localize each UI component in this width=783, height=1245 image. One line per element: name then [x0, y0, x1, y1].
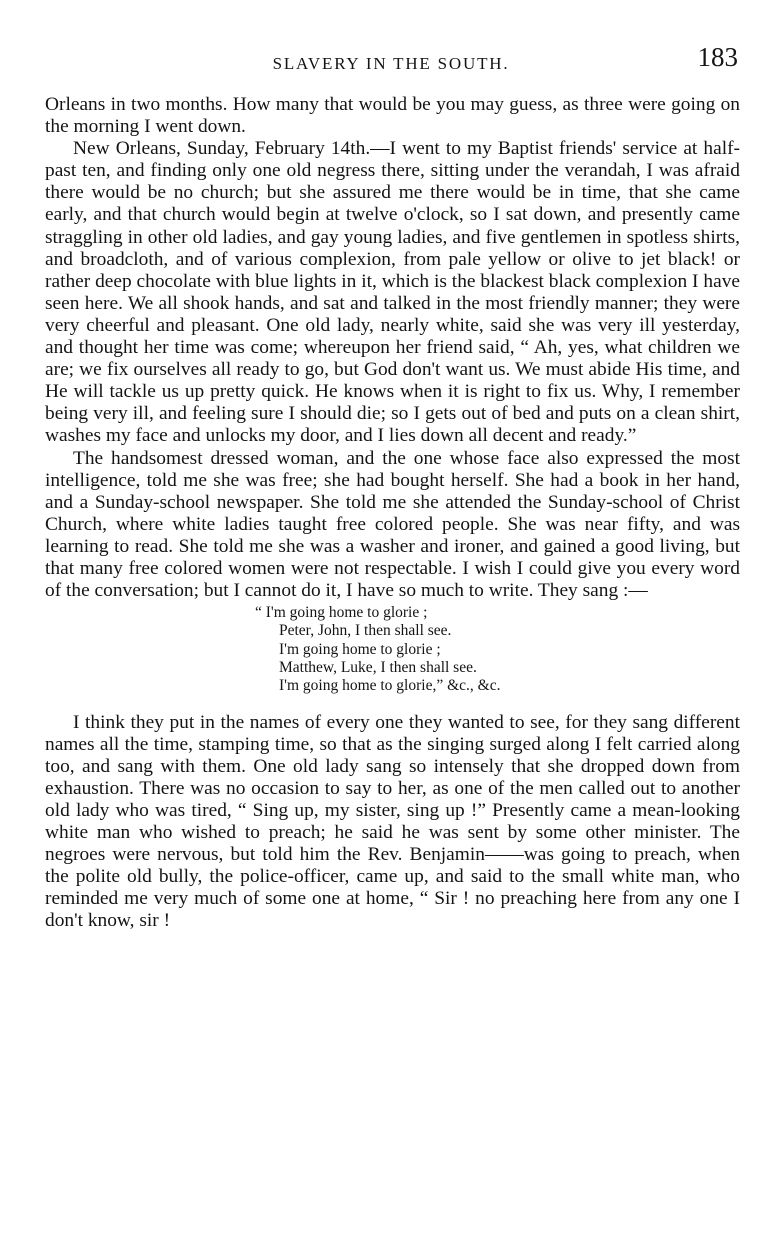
page-header — [44, 42, 738, 82]
verse-line: I'm going home to glorie,” &c., &c. — [279, 677, 501, 695]
verse-line: Peter, John, I then shall see. — [279, 622, 452, 640]
running-head: SLAVERY IN THE SOUTH. — [272, 54, 510, 73]
hymn-verse — [255, 604, 740, 695]
verse-line: “ I'm going home to glorie ; — [255, 604, 428, 622]
paragraph-free-woman: The handsomest dressed woman, and the one whose face also expressed the most intelligence, told me she was free; she had bought herself. She had a book in her hand, and a Sunday-school newspaper. She told me she attended the Sunday-school of Christ Church, where white ladies taught free colored people. She was near fifty, and was learning to read. She told me she was a washer and ironer, and gained a good living, but that many free colored women were not respectable. I wish I could give you every word of the conversation; but I cannot do it, I have so much to write. They sang :— — [45, 447, 740, 602]
paragraph-continuation: Orleans in two months. How many that would be you may guess, as three were going on the morning I went down. — [45, 94, 740, 138]
paragraph-singing: I think they put in the names of every one they wanted to see, for they sang different names all the time, stamping time, so that as the singing surged along I felt carried along too, and sang with them. One old lady sang so intensely that she dropped down from exhaustion. There was no occasion to say to her, as one of the men called out to another old lady who was tired, “ Sing up, my sister, sing up !” Presently came a mean-looking white man who wished to preach; he said he was sent by some other minister. The negroes were nervous, but told him the Rev. Benjamin——was going to preach, when the polite old bully, the police-officer, came up, and said to the small white man, who reminded me very much of some one at home, “ Sir ! no preaching here from any one I don't know, sir ! — [45, 711, 740, 932]
paragraph-sunday-service: New Orleans, Sunday, February 14th.—I went to my Baptist friends' service at half-past ten, and finding only one old negress there, sitting under the verandah, I was afraid there would be no church; but she assured me there would be in time, that she came early, and that church would begin at twelve o'clock, so I sat down, and presently came straggling in other old ladies, and gay young ladies, and five gentlemen in spotless shirts, and broadcloth, and of various complexion, from pale yellow or olive to jet black! or rather deep chocolate with blue lights in it, which is the blackest black complexion I have seen here. We all shook hands, and sat and talked in the most friendly manner; they were very cheerful and pleasant. One old lady, nearly white, said she was very ill yesterday, and thought her time was come; whereupon her friend said, “ Ah, yes, what children we are; we fix ourselves all ready to go, but God don't want us. We must abide His time, and He will tackle us up pretty quick. He knows when it is right to fix us. Why, I remember being very ill, and feeling sure I should die; so I gets out of bed and puts on a clean shirt, washes my face and unlocks my door, and I lies down all decent and ready.” — [45, 138, 740, 447]
body-text — [45, 94, 740, 933]
verse-line: I'm going home to glorie ; — [279, 640, 441, 658]
page-number: 183 — [697, 42, 738, 72]
verse-line: Matthew, Luke, I then shall see. — [279, 659, 477, 677]
